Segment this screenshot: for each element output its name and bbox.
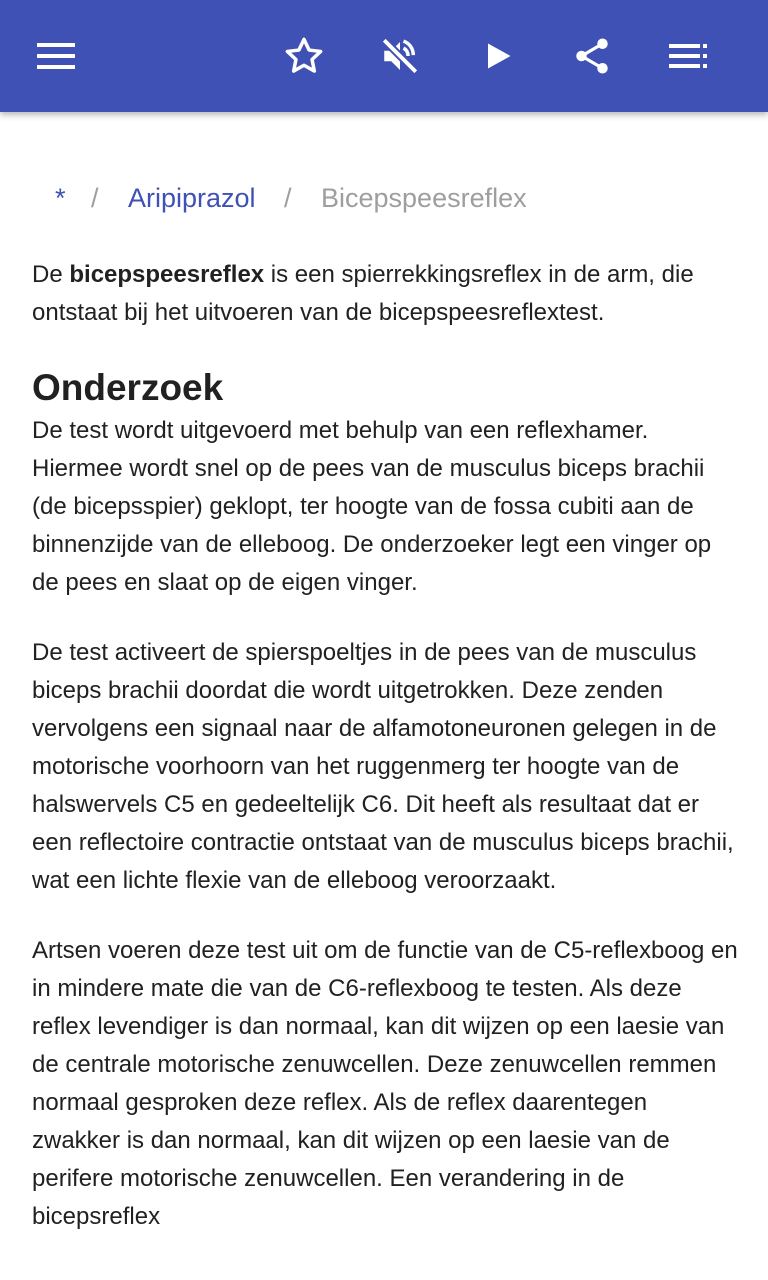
volume-off-icon	[379, 35, 421, 77]
paragraph: Artsen voeren deze test uit om de functie van de C5-reflexboog en in mindere mate die van de C6-reflexboog te testen. Als deze reflex levendiger is dan normaal, kan dit wijzen op een laesie van de centrale motorische zenuwcellen. Deze zenuwcellen remmen normaal gesproken deze reflex. Als de reflex daarentegen zwakker is dan normaal, kan dit wijzen op een laesie van de perifere motorische zenuwcellen. Een verandering in de bicepsreflex	[32, 937, 738, 1230]
star-outline-icon	[283, 35, 325, 77]
breadcrumb-parent-link[interactable]: Aripiprazol	[128, 183, 256, 213]
intro-paragraph	[32, 256, 738, 332]
intro-text-start: De	[32, 261, 70, 288]
share-button[interactable]	[564, 28, 620, 84]
sound-button[interactable]	[372, 28, 428, 84]
breadcrumb-separator: /	[284, 183, 292, 213]
article-body	[32, 256, 738, 1268]
share-icon	[571, 35, 613, 77]
favorite-button[interactable]	[276, 28, 332, 84]
intro-text-end: is een spierrekkingsreflex in de arm, die ontstaat bij het uitvoeren van de bicepspeesreflextest.	[32, 261, 694, 326]
play-icon	[483, 41, 513, 71]
app-toolbar	[0, 0, 768, 112]
hamburger-menu-icon	[37, 42, 75, 70]
list-icon	[669, 43, 707, 69]
breadcrumb-separator: /	[91, 183, 99, 213]
breadcrumb-home-link[interactable]: *	[55, 183, 66, 213]
paragraph: De test activeert de spierspoeltjes in de pees van de musculus biceps brachii doordat die wordt uitgetrokken. Deze zenden vervolgens een signaal naar de alfamotoneuronen gelegen in de motorische voorhoorn van het ruggenmerg ter hoogte van de halswervels C5 en gedeeltelijk C6. Dit heeft als resultaat dat er een reflectoire contractie ontstaat van de musculus biceps brachii, wat een lichte flexie van de elleboog veroorzaakt.	[32, 639, 734, 894]
section-heading: Onderzoek	[32, 367, 224, 408]
article-term: bicepspeesreflex	[69, 261, 265, 288]
article-content	[0, 112, 768, 1280]
menu-button[interactable]	[28, 28, 84, 84]
play-button[interactable]	[470, 28, 526, 84]
paragraph: De test wordt uitgevoerd met behulp van een reflexhamer. Hiermee wordt snel op de pees van de musculus biceps brachii (de bicepsspier) geklopt, ter hoogte van de fossa cubiti aan de binnenzijde van de elleboog. De onderzoeker legt een vinger op de pees en slaat op de eigen vinger.	[32, 417, 712, 596]
breadcrumb-current: Bicepspeesreflex	[321, 183, 527, 213]
breadcrumb	[0, 176, 768, 220]
contents-button[interactable]	[660, 28, 716, 84]
